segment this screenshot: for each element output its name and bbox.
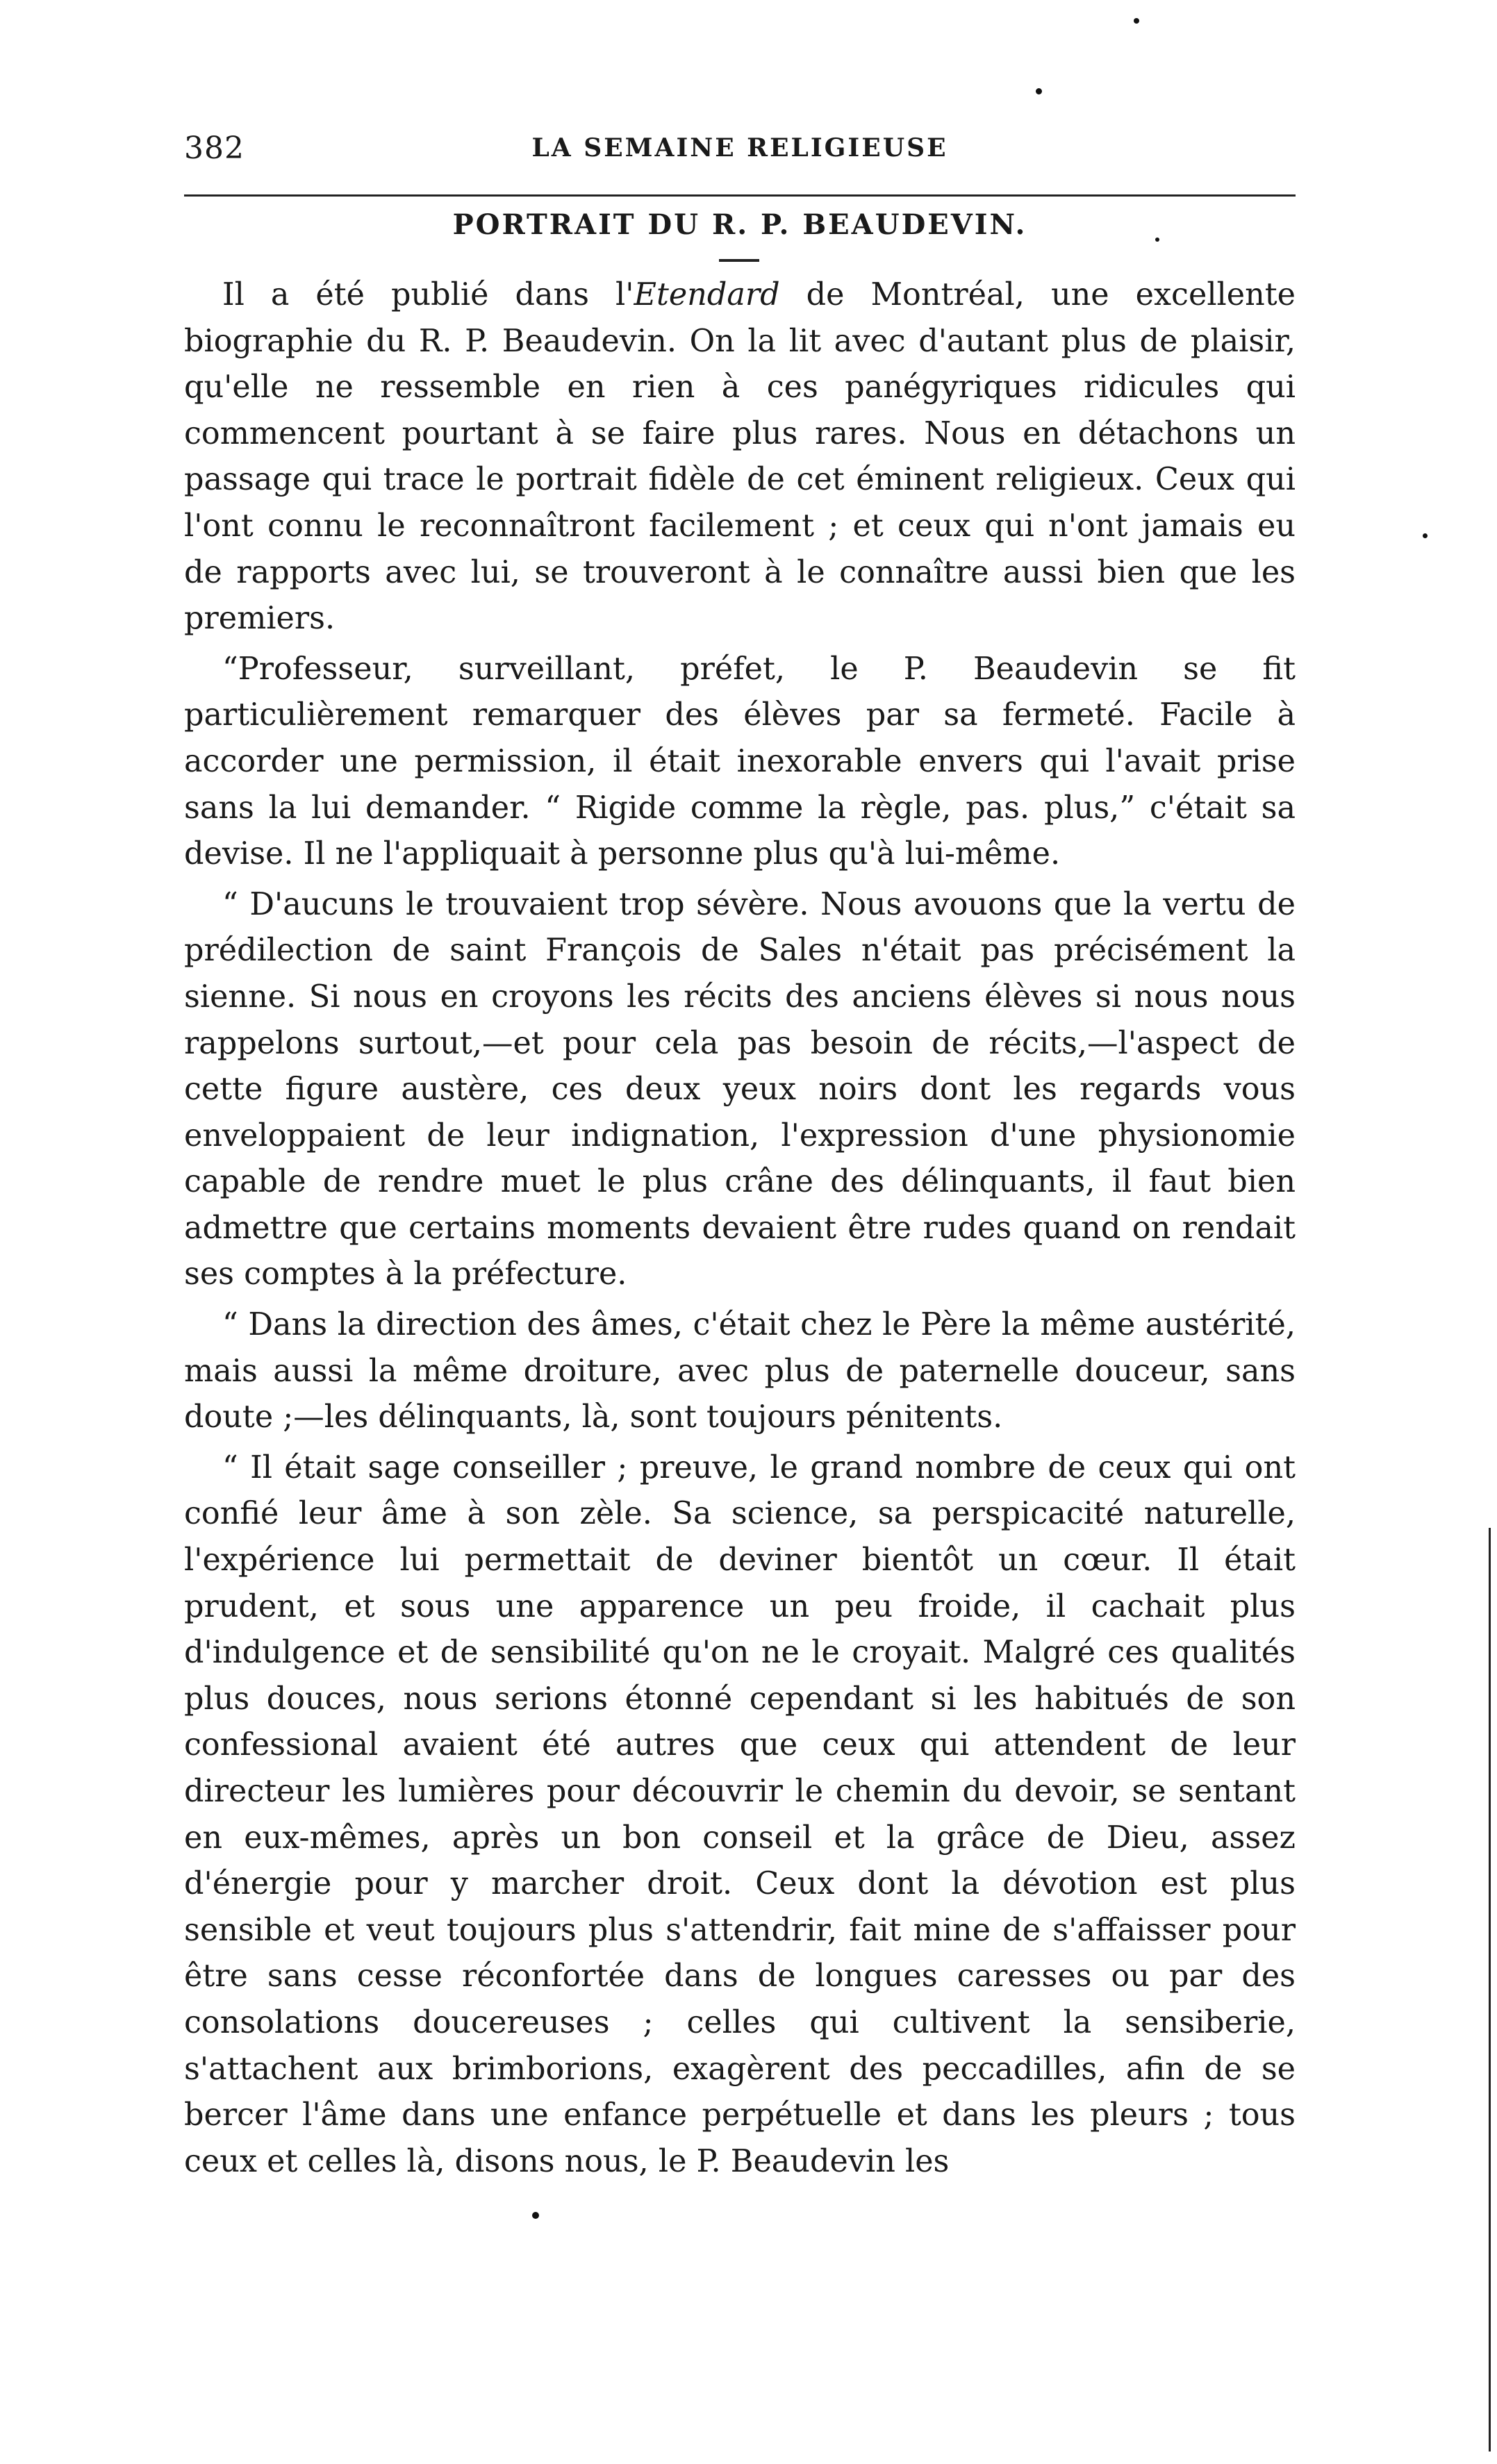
- section-title: PORTRAIT DU R. P. BEAUDEVIN.: [452, 208, 1027, 241]
- scan-speck: [1423, 533, 1428, 538]
- article-body: [184, 272, 1296, 2185]
- newspaper-name: Etendard: [634, 277, 780, 313]
- paragraph-3: “ D'aucuns le trouvaient trop sévère. Nous avouons que la vertu de prédilection de saint François de Sales n'était pas précisément la sienne. Si nous en croyons les récits des anciens élèves si nous nous rappelons surtout,—et pour cela pas besoin de récits,—l'aspect de cette figure austère, ces deux yeux noirs dont les regards vous enveloppaient de leur indignation, l'expression d'une physionomie capable de rendre muet le plus crâne des délinquants, il faut bien admettre que certains moments devaient être rudes quand on rendait ses comptes à la préfecture.: [184, 886, 1296, 1292]
- scan-speck: [1155, 238, 1159, 242]
- paragraph-2: “Professeur, surveillant, préfet, le P. Beaudevin se fit particulièrement remarquer des élèves par sa fermeté. Facile à accorder une permission, il était inexorable envers qui l'avait prise sans la lui demander. “ Rigide comme la règle, pas. plus,” c'était sa devise. Il ne l'appliquait à personne plus qu'à lui-même.: [184, 651, 1296, 872]
- scan-speck: [1036, 88, 1042, 94]
- scan-speck: [532, 2212, 539, 2219]
- page-edge-shadow: [1489, 1528, 1491, 2451]
- paragraph-1: Il a été publié dans l'Etendard de Montréal, une excellente biographie du R. P. Beaudevin. On la lit avec d'autant plus de plaisir, qu'elle ne ressemble en rien à ces panégyriques ridicules qui commencent pourtant à se faire plus rares. Nous en détachons un passage qui trace le portrait fidèle de cet éminent religieux. Ceux qui l'ont connu le reconnaîtront facilement ; et ceux qui n'ont jamais eu de rapports avec lui, se trouveront à le connaître aussi bien que les premiers.: [184, 277, 1296, 637]
- title-dash: [719, 259, 759, 262]
- scan-speck: [1134, 18, 1139, 24]
- running-head: LA SEMAINE RELIGIEUSE: [531, 133, 948, 163]
- paragraph-5: “ Il était sage conseiller ; preuve, le grand nombre de ceux qui ont confié leur âme à son zèle. Sa science, sa perspicacité naturelle, l'expérience lui permettait de deviner bientôt un cœur. Il était prudent, et sous une apparence un peu froide, il cachait plus d'indulgence et de sensibilité qu'on ne le croyait. Malgré ces qualités plus douces, nous serions étonné cependant si les habitués de son confessional avaient été autres que ceux qui attendent de leur directeur les lumières pour découvrir le chemin du devoir, se sentant en eux-mêmes, après un bon conseil et la grâce de Dieu, assez d'énergie pour y marcher droit. Ceux dont la dévotion est plus sensible et veut toujours plus s'attendrir, fait mine de s'affaisser pour être sans cesse réconfortée dans de longues caresses ou par des consolations doucereuses ; celles qui cultivent la sensiberie, s'attachent aux brimborions, exagèrent des peccadilles, afin de se bercer l'âme dans une enfance perpétuelle et dans les pleurs ; tous ceux et celles là, disons nous, le P. Beaudevin les: [184, 1449, 1296, 2179]
- page-number: 382: [184, 131, 245, 166]
- page-header: [184, 125, 1296, 181]
- paragraph-4: “ Dans la direction des âmes, c'était chez le Père la même austérité, mais aussi la même droiture, avec plus de paternelle douceur, sans doute ;—les délinquants, là, sont toujours pénitents.: [184, 1307, 1296, 1435]
- header-rule: [184, 194, 1296, 197]
